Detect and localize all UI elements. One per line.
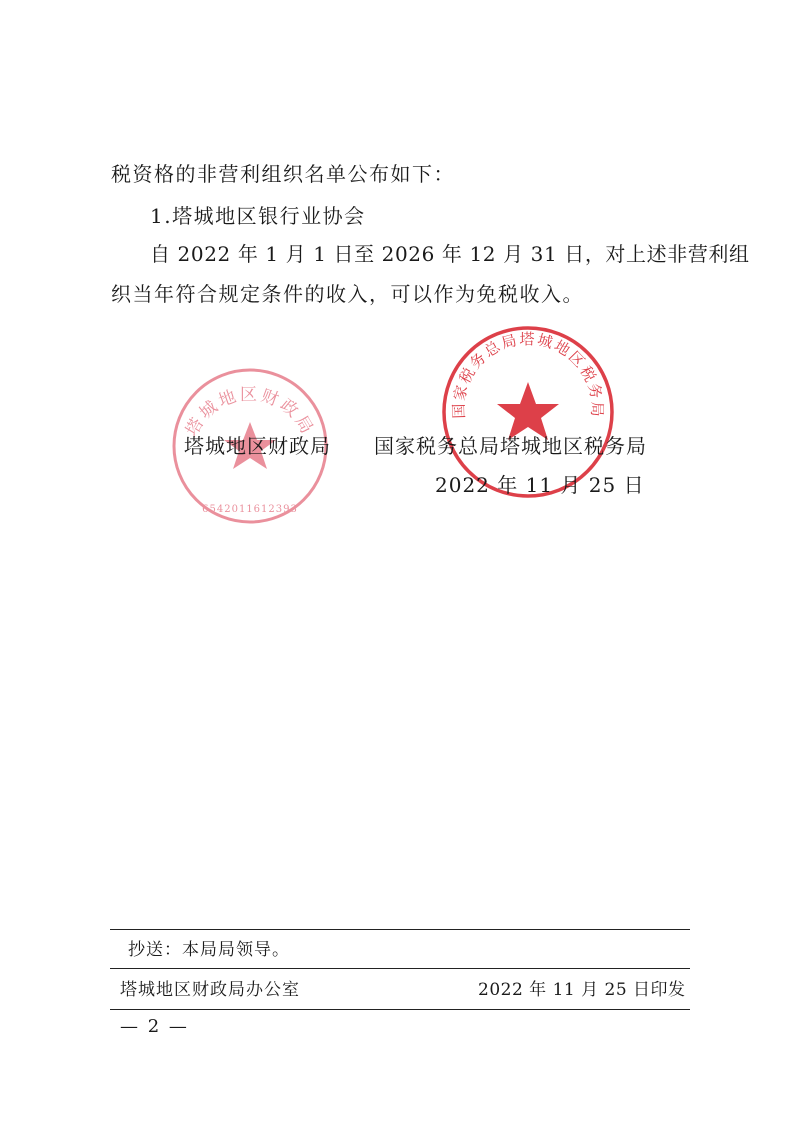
cc-line: 抄送：本局局领导。: [128, 940, 290, 960]
seal-left-ring-text: 塔城地区财政局: [182, 385, 318, 440]
seal-left-code: 6542011612393: [202, 504, 298, 515]
issuing-office: 塔城地区财政局办公室: [120, 980, 300, 1000]
body-line-4: 织当年符合规定条件的收入，可以作为免税收入。: [111, 282, 584, 306]
body-line-1: 税资格的非营利组织名单公布如下：: [111, 162, 455, 186]
page-number: — 2 —: [120, 1016, 189, 1037]
footer-rule-middle: [110, 968, 690, 969]
signature-tax-bureau: 国家税务总局塔城地区税务局: [374, 434, 647, 458]
body-line-3: 自 2022 年 1 月 1 日至 2026 年 12 月 31 日，对上述非营利组: [150, 242, 750, 266]
signature-finance-bureau: 塔城地区财政局: [184, 434, 331, 458]
signature-date: 2022 年 11 月 25 日: [435, 473, 645, 497]
footer-rule-bottom: [110, 1009, 690, 1010]
footer-rule-top: [110, 929, 690, 930]
body-line-2: 1.塔城地区银行业协会: [150, 204, 366, 228]
seal-right-ring-text: 国家税务总局塔城地区税务局: [449, 330, 607, 419]
print-date: 2022 年 11 月 25 日印发: [478, 980, 686, 1000]
